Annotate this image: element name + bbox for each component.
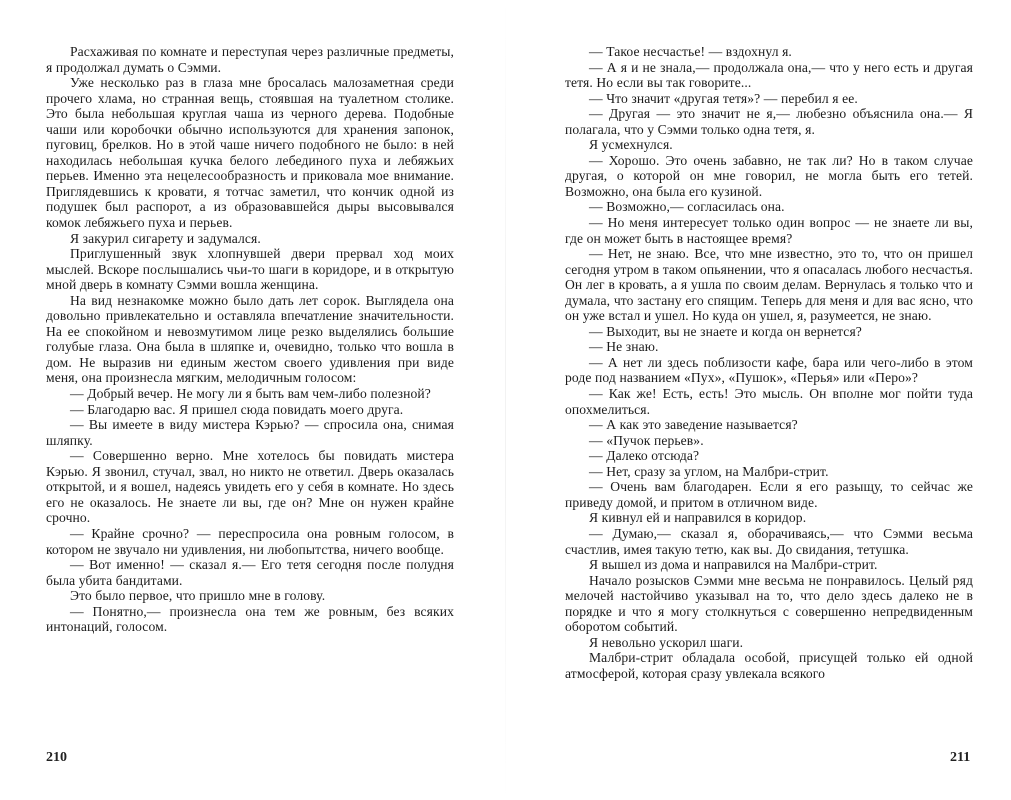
paragraph: — Понятно,— произнесла она тем же ровным, без всяких интонаций, голосом.	[46, 603, 454, 635]
page-number-left: 210	[46, 750, 67, 765]
left-page-text	[46, 44, 454, 635]
paragraph: — А как это заведение называется?	[589, 417, 798, 433]
paragraph: Приглушенный звук хлопнувшей двери прервал ход моих мыслей. Вскоре послышались чьи-то шаги в коридоре, и в открытую мной дверь в комнату Сэмми вошла женщина.	[46, 246, 454, 293]
paragraph: — Хорошо. Это очень забавно, не так ли? Но в таком случае другая, о которой он мне говорил, не могла быть его тетей. Возможно, она была его кузиной.	[565, 152, 973, 199]
paragraph: — Далеко отсюда?	[589, 448, 700, 464]
paragraph: Я невольно ускорил шаги.	[589, 634, 744, 650]
paragraph: — Очень вам благодарен. Если я его разыщу, то сейчас же приведу домой, и притом в отличном виде.	[565, 479, 973, 510]
paragraph: Я кивнул ей и направился в коридор.	[589, 510, 807, 526]
paragraph: — Но меня интересует только один вопрос — не знаете ли вы, где он может быть в настоящее время?	[565, 215, 973, 246]
paragraph: — Нет, сразу за углом, на Малбри-стрит.	[589, 463, 829, 479]
paragraph: — Не знаю.	[589, 339, 659, 355]
paragraph: — Добрый вечер. Не могу ли я быть вам чем-либо полезной?	[70, 386, 431, 402]
page-number-right: 211	[950, 750, 971, 765]
paragraph: Расхаживая по комнате и переступая через различные предметы, я продолжал думать о Сэмми.	[46, 44, 454, 75]
book-gutter	[505, 0, 506, 800]
paragraph: — Другая — это значит не я,— любезно объяснила она.— Я полагала, что у Сэмми только одна тетя, я.	[565, 106, 973, 137]
paragraph: Начало розысков Сэмми мне весьма не понравилось. Целый ряд мелочей настойчиво указывал на то, что дело здесь далеко не в порядке и что я могу столкнуться с совершенно непредвиденным оборотом событий.	[565, 572, 973, 635]
paragraph: — «Пучок перьев».	[589, 432, 704, 448]
paragraph: На вид незнакомке можно было дать лет сорок. Выглядела она довольно привлекательно и оставляла впечатление значительности. На ее спокойном и невозмутимом лице резко выделялись большие голубые глаза. Она была в шляпке и, очевидно, только что вошла в дом. Не выразив ни единым жестом своего удивления при виде меня, она произнесла мягким, мелодичным голосом:	[46, 292, 454, 386]
paragraph: Я вышел из дома и направился на Малбри-стрит.	[589, 557, 878, 573]
paragraph: — Нет, не знаю. Все, что мне известно, это то, что он пришел сегодня утром в таком опьянении, что я опасалась любого несчастья. Он лег в кровать, а я ушла по своим делам. Вернулась я только что и думала, что застану его спящим. Теперь для меня и для вас ясно, что он уже встал и ушел. Но куда он ушел, я, разумеется, не знаю.	[565, 246, 973, 324]
paragraph: Малбри-стрит обладала особой, присущей только ей одной атмосферой, которая сразу увлекала всякого	[565, 650, 973, 681]
paragraph: — Что значит «другая тетя»? — перебил я ее.	[589, 90, 858, 106]
paragraph: — Вы имеете в виду мистера Кэрью? — спросила она, снимая шляпку.	[46, 417, 454, 448]
paragraph: — А я и не знала,— продолжала она,— что у него есть и другая тетя. Но если вы так говорите...	[565, 59, 973, 91]
paragraph: — Крайне срочно? — переспросила она ровным голосом, в котором не звучало ни удивления, ни любопытства, ничего вообще.	[46, 525, 454, 557]
right-page	[565, 44, 973, 681]
paragraph: — А нет ли здесь поблизости кафе, бара или чего-либо в этом роде под названием «Пух», «Пушок», «Перья» или «Перо»?	[565, 354, 973, 386]
paragraph: — Совершенно верно. Мне хотелось бы повидать мистера Кэрью. Я звонил, стучал, звал, но никто не ответил. Дверь оказалась открытой, и я вошел, надеясь увидеть его у себя в комнате. Но здесь его не оказалось. Не знаете ли вы, где он? Мне он нужен крайне срочно.	[46, 448, 454, 526]
paragraph: — Вот именно! — сказал я.— Его тетя сегодня после полудня была убита бандитами.	[46, 557, 454, 588]
paragraph: — Такое несчастье! — вздохнул я.	[589, 44, 792, 59]
paragraph: — Как же! Есть, есть! Это мысль. Он вполне мог пойти туда опохмелиться.	[565, 386, 973, 417]
paragraph: — Думаю,— сказал я, оборачиваясь,— что Сэмми весьма счастлив, имея такую тетю, как вы. До свидания, тетушка.	[565, 525, 973, 557]
paragraph: Уже несколько раз в глаза мне бросалась малозаметная среди прочего хлама, но странная вещь, стоявшая на туалетном столике. Это была небольшая круглая чаша из черного дерева. Подобные чаши или коробочки обычно используются для хранения запонок, пуговиц, брелков. Но в этой чаше ничего подобного не было: в ней находилась небольшая кучка белого лебединого пуха и лебяжьих перьев. Именно эта нецелесообразность и приковала мое внимание. Приглядевшись к кровати, я тотчас заметил, что кончик одной из подушек был распорот, а из образовавшейся дыры высовывался комок лебяжьего пуха и перьев.	[46, 75, 454, 231]
paragraph: — Выходит, вы не знаете и когда он вернется?	[589, 323, 862, 339]
left-page	[46, 44, 454, 635]
paragraph: Это было первое, что пришло мне в голову.	[70, 588, 326, 604]
paragraph: Я усмехнулся.	[589, 137, 673, 153]
right-page-text	[565, 44, 973, 681]
paragraph: — Возможно,— согласилась она.	[589, 199, 785, 215]
paragraph: Я закурил сигарету и задумался.	[70, 230, 261, 246]
paragraph: — Благодарю вас. Я пришел сюда повидать моего друга.	[70, 401, 404, 417]
